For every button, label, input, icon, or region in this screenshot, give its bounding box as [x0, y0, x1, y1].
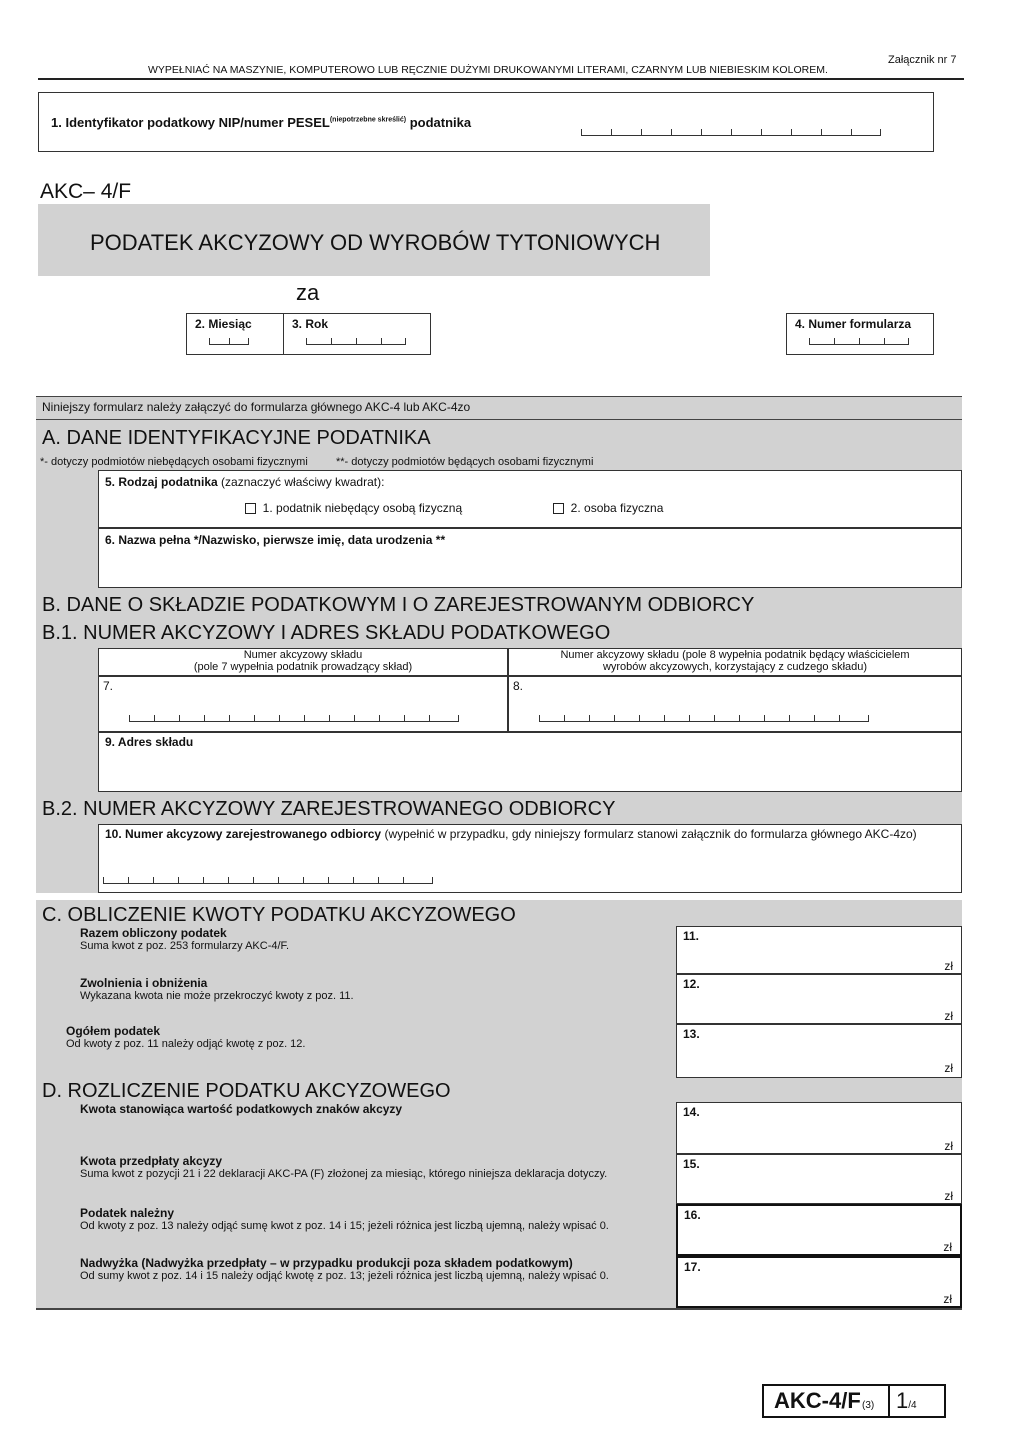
settle-row-16: [76, 1204, 962, 1256]
option-natural-person-label: 2. osoba fizyczna: [570, 501, 664, 515]
taxpayer-id-label-end: podatnika: [406, 115, 472, 130]
field-10-label-main: 10. Numer akcyzowy zarejestrowanego odbiorcy: [105, 827, 382, 841]
taxpayer-type-box: [98, 470, 962, 528]
fill-instruction: WYPEŁNIAĆ NA MASZYNIE, KOMPUTEROWO LUB RĘCZNIE DUŻYMI DRUKOWANYMI LITERAMI, CZARNYM LUB NIEBIESKIM KOLOREM.: [148, 64, 828, 76]
field-10-input[interactable]: [103, 875, 433, 884]
taxpayer-id-box: [38, 92, 934, 152]
header-rule: [38, 78, 964, 80]
full-name-label: 6. Nazwa pełna */Nazwisko, pierwsze imię, data urodzenia **: [105, 533, 446, 547]
row-12-text: Wykazana kwota nie może przekroczyć kwoty z poz. 11.: [80, 990, 354, 1002]
field-17-label: 17.: [684, 1260, 701, 1274]
option-non-natural-person-label: 1. podatnik niebędący osobą fizyczną: [262, 501, 463, 515]
title-band: [38, 204, 710, 276]
row-16-title: Podatek należny: [80, 1206, 175, 1220]
col7-header-line1: Numer akcyzowy składu: [243, 649, 363, 661]
amount-16-field[interactable]: [676, 1204, 962, 1256]
year-label: 3. Rok: [292, 317, 329, 331]
section-c-heading: C. OBLICZENIE KWOTY PODATKU AKCYZOWEGO: [42, 904, 516, 926]
footer-form-code: AKC-4/F: [774, 1388, 861, 1413]
form-code: AKC– 4/F: [40, 180, 132, 203]
taxpayer-id-label-sup: (niepotrzebne skreślić): [329, 116, 407, 124]
settle-row-17: [76, 1256, 962, 1308]
field-11-unit: zł: [944, 959, 953, 973]
row-13-title: Ogółem podatek: [66, 1024, 161, 1038]
field-16-label: 16.: [684, 1208, 701, 1222]
section-b-heading: B. DANE O SKŁADZIE PODATKOWYM I O ZAREJESTROWANYM ODBIORCY: [42, 594, 755, 616]
form-title: PODATEK AKCYZOWY OD WYROBÓW TYTONIOWYCH: [90, 230, 661, 255]
amount-15-field[interactable]: [676, 1154, 962, 1204]
checkbox-non-natural-person[interactable]: [245, 503, 256, 514]
row-13-text: Od kwoty z poz. 11 należy odjąć kwotę z poz. 12.: [66, 1038, 306, 1050]
amount-13-field[interactable]: [676, 1024, 962, 1078]
taxpayer-type-label-main: 5. Rodzaj podatnika: [105, 475, 218, 489]
section-a-heading: A. DANE IDENTYFIKACYJNE PODATNIKA: [42, 427, 431, 449]
taxpayer-type-hint: (zaznaczyć właściwy kwadrat):: [221, 475, 385, 489]
field-16-unit: zł: [943, 1240, 952, 1254]
option-natural-person[interactable]: [553, 501, 663, 515]
form-number-label: 4. Numer formularza: [795, 317, 912, 331]
section-d: [36, 1078, 962, 1310]
row-14-desc: [76, 1102, 672, 1154]
field-7-input[interactable]: [129, 713, 459, 722]
year-input[interactable]: [306, 336, 406, 345]
form-number-input[interactable]: [809, 336, 909, 345]
attach-note-band: [36, 396, 962, 420]
row-13-desc: [62, 1024, 672, 1078]
excise-number-col7-header: [98, 648, 508, 676]
form-number-box[interactable]: [786, 313, 934, 355]
field-9-label: 9. Adres składu: [105, 735, 194, 749]
taxpayer-id-input[interactable]: [581, 127, 881, 136]
amount-14-field[interactable]: [676, 1102, 962, 1154]
field-8-label: 8.: [513, 679, 524, 693]
section-a: [36, 420, 962, 588]
field-12-unit: zł: [944, 1009, 953, 1023]
excise-number-8-field[interactable]: [508, 676, 962, 732]
excise-number-col8-header: [508, 648, 962, 676]
attach-note: Niniejszy formularz należy załączyć do formularza głównego AKC-4 lub AKC-4zo: [42, 400, 471, 414]
footer-form-code-version: (3): [862, 1400, 875, 1411]
section-b1-heading: B.1. NUMER AKCYZOWY I ADRES SKŁADU PODATKOWEGO: [42, 622, 611, 644]
col7-header-line2: (pole 7 wypełnia podatnik prowadzący skład): [193, 661, 413, 673]
amount-17-field[interactable]: [676, 1256, 962, 1308]
row-17-title: Nadwyżka (Nadwyżka przedpłaty – w przypadku produkcji poza składem podatkowym): [80, 1256, 573, 1270]
field-15-unit: zł: [944, 1189, 953, 1203]
row-15-desc: [76, 1154, 672, 1204]
row-16-desc: [76, 1204, 672, 1256]
section-b: [36, 588, 962, 893]
col8-header-line2: wyrobów akcyzowych, korzystający z cudzego składu): [602, 661, 868, 673]
year-box[interactable]: [283, 313, 431, 355]
footer-form-code-box: [762, 1384, 946, 1418]
checkbox-natural-person[interactable]: [553, 503, 564, 514]
field-11-label: 11.: [683, 929, 700, 943]
field-15-label: 15.: [683, 1157, 700, 1171]
row-11-desc: [76, 926, 672, 974]
field-13-label: 13.: [683, 1027, 700, 1041]
calc-row-13: [62, 1024, 962, 1078]
row-11-title: Razem obliczony podatek: [80, 926, 227, 940]
footer-code-cell: [764, 1386, 890, 1416]
section-b2-heading: B.2. NUMER AKCYZOWY ZAREJESTROWANEGO ODBIORCY: [42, 798, 616, 820]
attachment-number: Załącznik nr 7: [888, 54, 957, 66]
row-15-title: Kwota przedpłaty akcyzy: [80, 1154, 223, 1168]
col8-header-line1: Numer akcyzowy składu (pole 8 wypełnia podatnik będący właścicielem: [560, 649, 910, 661]
footer-page-total: /4: [908, 1400, 917, 1411]
section-d-heading: D. ROZLICZENIE PODATKU AKCYZOWEGO: [42, 1080, 451, 1102]
row-12-title: Zwolnienia i obniżenia: [80, 976, 208, 990]
row-17-text: Od sumy kwot z poz. 14 i 15 należy odjąć kwotę z poz. 13; jeżeli różnica jest liczbą ujemną, należy wpisać 0.: [80, 1270, 609, 1282]
option-non-natural-person[interactable]: [245, 501, 462, 515]
field-17-unit: zł: [943, 1292, 952, 1306]
field-14-unit: zł: [944, 1139, 953, 1153]
row-14-title: Kwota stanowiąca wartość podatkowych znaków akcyzy: [80, 1102, 403, 1116]
section-a-note-1: *- dotyczy podmiotów niebędących osobami fizycznymi: [40, 456, 308, 468]
field-10-label-rest: (wypełnić w przypadku, gdy niniejszy formularz stanowi załącznik do formularza głównego AKC-4zo): [381, 827, 917, 841]
calc-row-11: [76, 926, 962, 974]
warehouse-address-field[interactable]: [98, 732, 962, 792]
footer-page-number: [896, 1388, 917, 1414]
field-8-input[interactable]: [539, 713, 869, 722]
field-14-label: 14.: [683, 1105, 700, 1119]
row-12-desc: [76, 974, 672, 1024]
amount-11-field[interactable]: [676, 926, 962, 974]
field-13-unit: zł: [944, 1061, 953, 1075]
amount-12-field[interactable]: [676, 974, 962, 1024]
footer-page: 1: [896, 1388, 909, 1413]
settle-row-14: [76, 1102, 962, 1154]
taxpayer-type-label: [105, 475, 384, 489]
field-7-label: 7.: [103, 679, 114, 693]
za-label: za: [296, 280, 320, 305]
full-name-field[interactable]: [98, 528, 962, 588]
row-17-desc: [76, 1256, 672, 1308]
taxpayer-id-label: [51, 115, 471, 130]
registered-recipient-field[interactable]: [98, 824, 962, 893]
section-c: [36, 900, 962, 1078]
month-label: 2. Miesiąc: [195, 317, 252, 331]
excise-number-7-field[interactable]: [98, 676, 508, 732]
field-10-label: [105, 827, 917, 841]
field-12-label: 12.: [683, 977, 700, 991]
settle-row-15: [76, 1154, 962, 1204]
calc-row-12: [76, 974, 962, 1024]
row-16-text: Od kwoty z poz. 13 należy odjąć sumę kwot z poz. 14 i 15; jeżeli różnica jest liczbą ujemną, należy wpisać 0.: [80, 1220, 609, 1232]
month-box[interactable]: [186, 313, 284, 355]
row-15-text: Suma kwot z pozycji 21 i 22 deklaracji AKC-PA (F) złożonej za miesiąc, którego niniejsza deklaracja dotyczy.: [80, 1168, 608, 1180]
month-input[interactable]: [209, 336, 249, 345]
section-a-note-2: **- dotyczy podmiotów będących osobami fizycznymi: [336, 456, 594, 468]
taxpayer-id-label-main: 1. Identyfikator podatkowy NIP/numer PESEL: [51, 115, 330, 130]
row-11-text: Suma kwot z poz. 253 formularzy AKC-4/F.: [80, 940, 290, 952]
